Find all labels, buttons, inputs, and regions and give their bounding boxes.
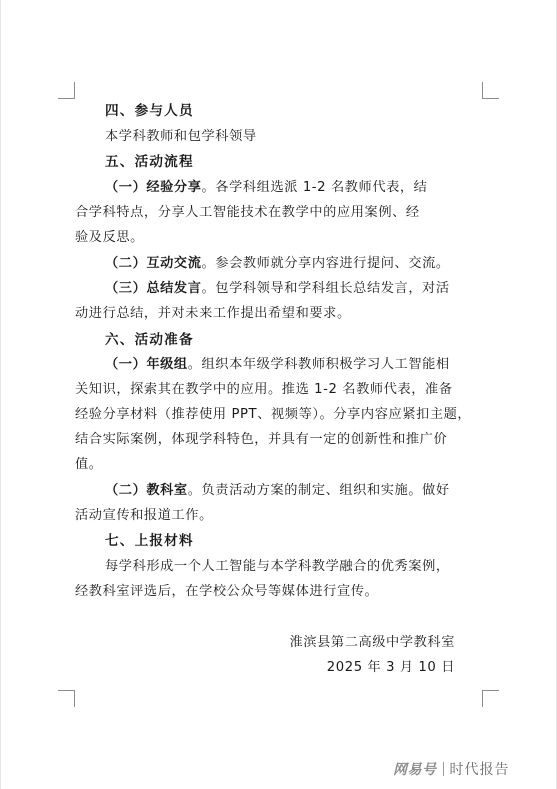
crop-mark-bottom-left <box>58 690 75 707</box>
signature-organization: 淮滨县第二高级中学教科室 <box>289 635 455 650</box>
paragraph-lead: （三）总结发言 <box>105 281 202 296</box>
section-5-paragraph-3 <box>105 279 513 299</box>
section-5-paragraph-1 <box>105 178 513 198</box>
section-4-heading: 四、参与人员 <box>105 103 194 119</box>
watermark-divider <box>443 762 444 776</box>
section-6-paragraph-2 <box>105 481 513 501</box>
section-6-paragraph-1-line-3: 经验分享材料（推荐使用 PPT、视频等）。分享内容应紧扣主题， <box>75 407 472 422</box>
crop-mark-bottom-right <box>482 690 499 707</box>
section-7-text-line-2: 经教科室评选后，在学校公众号等媒体进行宣传。 <box>75 584 379 599</box>
paragraph-text: 。负责活动方案的制定、组织和实施。做好 <box>187 483 450 498</box>
paragraph-lead: （二）互动交流 <box>105 256 202 271</box>
section-6-heading: 六、活动准备 <box>105 332 194 348</box>
crop-mark-top-right <box>482 82 499 99</box>
signature-date: 2025 年 3 月 10 日 <box>326 660 455 675</box>
section-4-text: 本学科教师和包学科领导 <box>105 129 257 144</box>
paragraph-lead: （二）教科室 <box>105 483 188 498</box>
paragraph-text: 。组织本年级学科教师积极学习人工智能相 <box>187 357 450 372</box>
paragraph-text: 。各学科组选派 1-2 名教师代表，结 <box>201 180 428 195</box>
watermark <box>393 758 510 780</box>
section-6-paragraph-1-line-2: 关知识，探索其在教学中的应用。推选 1-2 名教师代表，准备 <box>75 382 453 397</box>
section-5-paragraph-2 <box>105 254 513 274</box>
section-6-paragraph-1-line-5: 值。 <box>75 457 103 472</box>
netease-logo: 网易号 <box>393 762 437 778</box>
paragraph-text: 。包学科领导和学科组长总结发言，对活 <box>201 281 450 296</box>
paragraph-lead: （一）年级组 <box>105 357 188 372</box>
section-6-paragraph-2-line-2: 活动宣传和报道工作。 <box>75 508 213 523</box>
paragraph-text: 。参会教师就分享内容进行提问、交流。 <box>201 256 450 271</box>
section-6-paragraph-1-line-4: 结合实际案例，体现学科特色，并具有一定的创新性和推广价 <box>75 432 448 447</box>
section-7-text-line-1: 每学科形成一个人工智能与本学科教学融合的优秀案例， <box>105 559 450 574</box>
section-7-heading: 七、上报材料 <box>105 533 194 549</box>
section-5-paragraph-1-line-2: 合学科特点，分享人工智能技术在教学中的应用案例、经 <box>75 205 420 220</box>
section-5-paragraph-1-line-3: 验及反思。 <box>75 230 144 245</box>
section-5-heading: 五、活动流程 <box>105 154 194 170</box>
crop-mark-top-left <box>58 82 75 99</box>
section-5-paragraph-3-line-2: 动进行总结，并对未来工作提出希望和要求。 <box>75 306 351 321</box>
section-6-paragraph-1 <box>105 355 513 375</box>
watermark-account-name: 时代报告 <box>449 762 510 778</box>
paragraph-lead: （一）经验分享 <box>105 180 202 195</box>
